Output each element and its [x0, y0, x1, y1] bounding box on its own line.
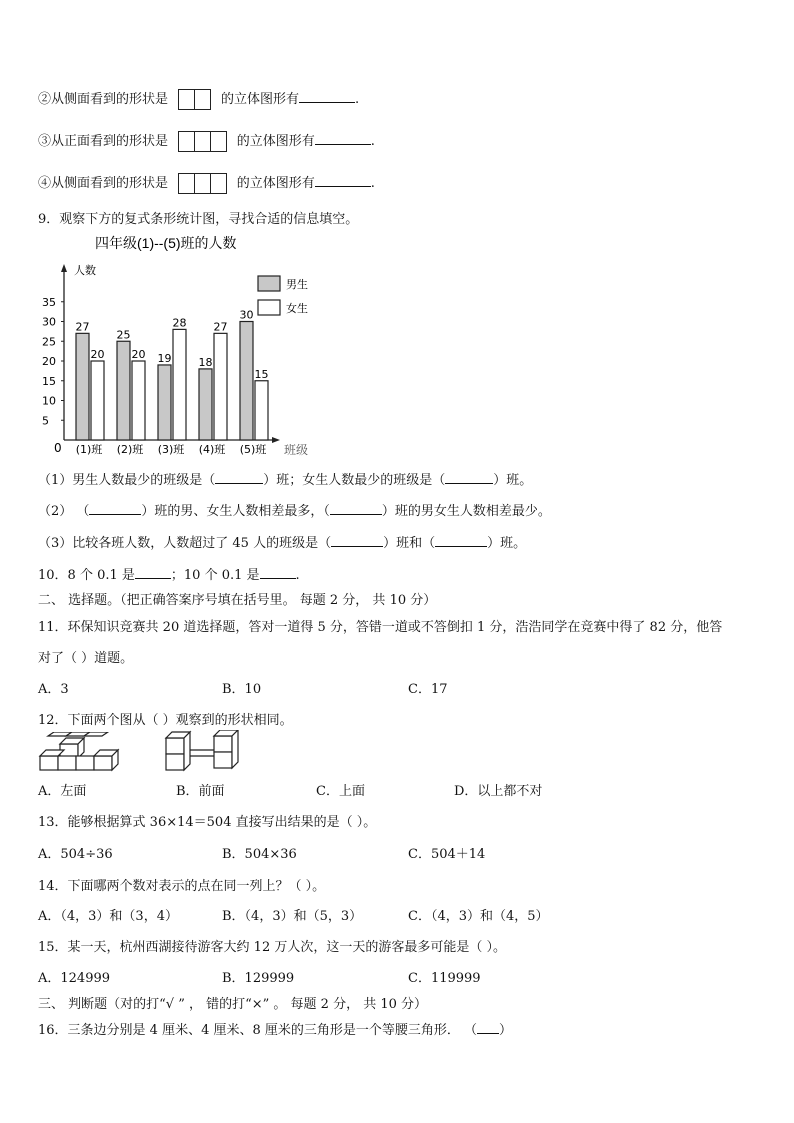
bar-男生 [158, 365, 171, 440]
q12-option-a[interactable]: A．左面 [38, 784, 87, 799]
chart-title: 四年级(1)--(5)班的人数 [95, 235, 237, 251]
bar-value-label: 25 [116, 328, 131, 342]
bar-value-label: 18 [198, 355, 213, 369]
y-tick-label: 15 [42, 374, 56, 388]
chart-legend [258, 276, 308, 315]
q13-option-b[interactable]: B．504×36 [222, 847, 297, 862]
q15-option-a[interactable]: A．124999 [38, 971, 111, 986]
bar-value-label: 28 [172, 316, 187, 330]
q8-l3-text: 的立体图形有 [236, 134, 315, 149]
chart-bars [76, 309, 269, 457]
shape-three-squares [178, 173, 226, 194]
q9-s1-a: （1）男生人数最少的班级是（ [38, 473, 216, 488]
q8-l2-text: 的立体图形有 [221, 92, 300, 107]
bar-value-label: 27 [75, 320, 90, 334]
answer-blank[interactable] [331, 546, 383, 547]
q8-l3-end: . [370, 134, 375, 149]
bar-男生 [240, 322, 253, 441]
q10 [38, 564, 300, 583]
q9-sub1 [38, 469, 532, 488]
cube-figure-2 [162, 730, 246, 772]
bar-女生 [173, 329, 186, 440]
q15-option-c[interactable]: C．119999 [408, 971, 481, 986]
bar-女生 [132, 361, 145, 440]
q9-s3-b: ）班和（ [383, 536, 436, 551]
q9-s2-a: （2） （ [38, 504, 90, 519]
q14-option-c[interactable]: C．（4，3）和（4，5） [408, 909, 549, 924]
q9-s1-c: ）班。 [493, 473, 533, 488]
x-tick-label: (3)班 [157, 443, 185, 456]
q14-option-a[interactable]: A．（4，3）和（3，4） [38, 909, 178, 924]
y-tick-label: 5 [42, 414, 49, 428]
section-3-heading: 三、 判断题（对的打“√ ” ， 错的打“×” 。 每题 2 分， 共 10 分） [38, 997, 428, 1012]
q8-l2-end: . [355, 92, 360, 107]
bar-女生 [91, 361, 104, 440]
answer-blank[interactable] [260, 578, 296, 579]
y-tick-label: 20 [42, 355, 56, 368]
q8-l4-end: . [370, 176, 375, 191]
q9-s1-b: ）班；女生人数最少的班级是（ [263, 473, 446, 488]
bar-男生 [117, 341, 130, 440]
origin-label: 0 [54, 441, 62, 455]
x-axis-arrow [272, 437, 280, 443]
q12-option-c[interactable]: C．上面 [316, 784, 365, 799]
q15-option-b[interactable]: B．129999 [222, 971, 295, 986]
q14-option-b[interactable]: B．（4，3）和（5，3） [222, 909, 363, 924]
y-axis-label: 人数 [74, 264, 96, 277]
q9-s3-c: ）班。 [487, 536, 527, 551]
q9-sub3 [38, 532, 526, 551]
shape-two-squares [178, 89, 211, 110]
bar-value-label: 30 [239, 308, 254, 322]
answer-blank[interactable] [445, 483, 493, 484]
q10-b: ；10 个 0.1 是 [170, 568, 260, 583]
answer-blank[interactable] [135, 578, 171, 579]
q12-stem: 12．下面两个图从（ ）观察到的形状相同。 [38, 713, 293, 728]
q9-s2-c: ）班的男女生人数相差最少。 [381, 504, 551, 519]
bar-value-label: 20 [90, 348, 105, 361]
y-tick-label: 30 [42, 315, 56, 329]
y-tick-label: 35 [42, 295, 56, 309]
answer-blank[interactable] [299, 102, 355, 103]
q8-line-4 [38, 172, 375, 194]
q16 [38, 1019, 512, 1038]
bar-男生 [76, 333, 89, 440]
q15-stem: 15．某一天，杭州西湖接待游客大约 12 万人次，这一天的游客最多可能是（ ）。 [38, 940, 506, 955]
q13-option-a[interactable]: A．504÷36 [38, 847, 113, 862]
legend-swatch [258, 300, 280, 315]
legend-label: 女生 [286, 302, 308, 315]
answer-blank[interactable] [477, 1033, 499, 1034]
q13-stem: 13．能够根据算式 36×14＝504 直接写出结果的是（ ）。 [38, 815, 377, 830]
x-axis-label: 班级 [284, 443, 309, 457]
answer-blank[interactable] [330, 514, 382, 515]
x-tick-label: (2)班 [116, 443, 144, 456]
y-tick-label: 25 [42, 335, 56, 349]
q11-option-b[interactable]: B．10 [222, 682, 262, 697]
q10-c: . [295, 568, 300, 583]
legend-label: 男生 [286, 278, 308, 291]
q9-s3-a: （3）比较各班人数，人数超过了 45 人的班级是（ [38, 536, 332, 551]
q8-l4-prompt: ④从侧面看到的形状是 [38, 176, 169, 191]
q11-option-a[interactable]: A．3 [38, 682, 69, 697]
q9-stem: 9．观察下方的复式条形统计图，寻找合适的信息填空。 [38, 212, 359, 227]
answer-blank[interactable] [315, 144, 371, 145]
q10-a: 10．8 个 0.1 是 [38, 568, 135, 583]
x-tick-label: (5)班 [239, 443, 267, 456]
bar-value-label: 20 [131, 348, 146, 361]
section-2-heading: 二、 选择题。（把正确答案序号填在括号里。 每题 2 分， 共 10 分） [38, 593, 437, 608]
q8-line-2 [38, 88, 359, 110]
bar-chart [40, 232, 340, 460]
q8-l2-prompt: ②从侧面看到的形状是 [38, 92, 169, 107]
q9-s2-b: ）班的男、女生人数相差最多，（ [141, 504, 330, 519]
bar-男生 [199, 369, 212, 440]
answer-blank[interactable] [315, 186, 371, 187]
q8-l3-prompt: ③从正面看到的形状是 [38, 134, 169, 149]
bar-value-label: 15 [254, 367, 269, 381]
shape-three-squares [178, 131, 226, 152]
answer-blank[interactable] [89, 514, 141, 515]
bar-女生 [255, 381, 268, 440]
answer-blank[interactable] [215, 483, 263, 484]
q16-end: ） [499, 1023, 513, 1038]
q12-option-d[interactable]: D．以上都不对 [454, 784, 543, 799]
q11-stem-1: 11．环保知识竞赛共 20 道选择题，答对一道得 5 分，答错一道或不答倒扣 1 分，浩浩同学在竞赛中得了 82 分，他答 [38, 620, 723, 635]
bar-value-label: 27 [213, 320, 228, 334]
q16-stem: 16．三条边分别是 4 厘米、4 厘米、8 厘米的三角形是一个等腰三角形． （ [38, 1023, 478, 1038]
x-tick-label: (1)班 [75, 443, 103, 456]
y-tick-label: 10 [42, 394, 56, 408]
answer-blank[interactable] [435, 546, 487, 547]
q8-line-3 [38, 130, 375, 152]
bar-女生 [214, 333, 227, 440]
cube-figure-1 [36, 732, 132, 772]
bar-value-label: 19 [157, 351, 172, 365]
q11-option-c[interactable]: C．17 [408, 682, 448, 697]
q14-stem: 14．下面哪两个数对表示的点在同一列上？（ ）。 [38, 879, 326, 894]
q12-option-b[interactable]: B．前面 [176, 784, 225, 799]
q8-l4-text: 的立体图形有 [236, 176, 315, 191]
q11-stem-2: 对了（ ）道题。 [38, 651, 134, 666]
x-tick-label: (4)班 [198, 443, 226, 456]
y-axis-arrow [61, 264, 67, 272]
q9-sub2 [38, 500, 551, 519]
q13-option-c[interactable]: C．504＋14 [408, 847, 486, 862]
legend-swatch [258, 276, 280, 291]
